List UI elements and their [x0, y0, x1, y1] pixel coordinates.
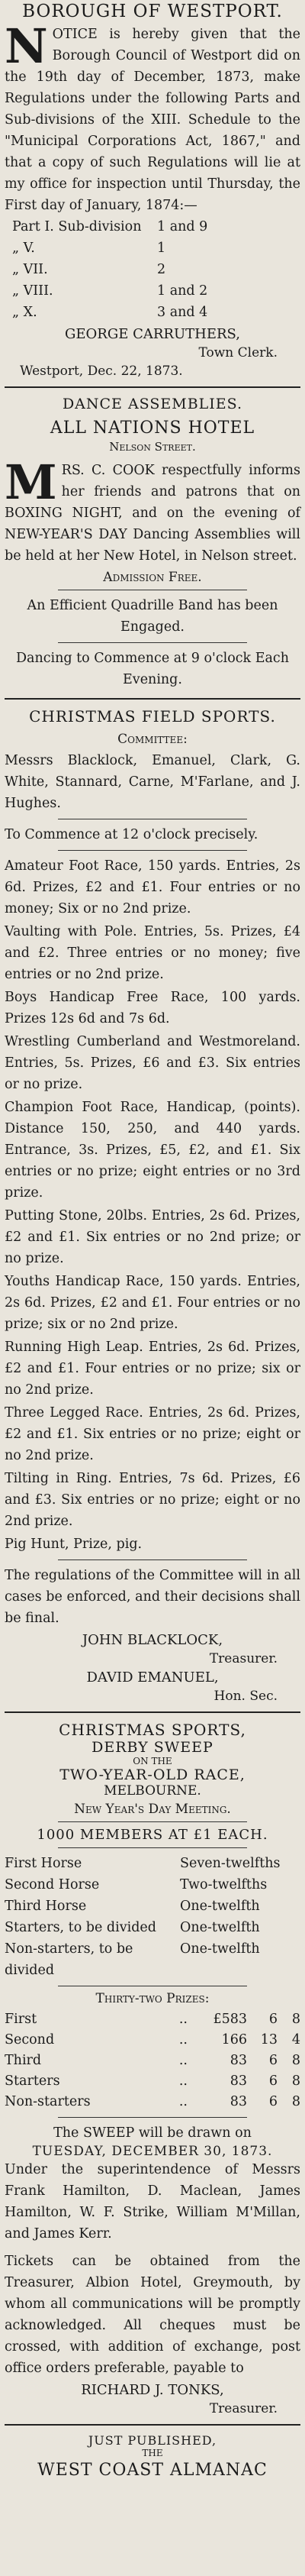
- prize-amt: 83: [230, 2094, 247, 2109]
- prize-row: [5, 2071, 300, 2092]
- division-row: [5, 1917, 300, 1938]
- part-number: 1 and 2: [157, 283, 208, 299]
- almanac-title: WEST COAST ALMANAC: [37, 2461, 268, 2480]
- borough-body: OTICE is hereby given that the Borough Council of Westport did on the 19th day of December, 1873, make Regulations under the following Parts and Sub-divisions of the XIII. Schedule to the "Municipal Corporations Act, 1867," and that a copy of such Regulations will lie at my office for inspection until Thursday, the First day of January, 1874:—: [5, 27, 300, 213]
- draw-date: TUESDAY, DECEMBER 30, 1873.: [32, 2144, 273, 2159]
- division-label: Non-starters, to be divided: [5, 1941, 133, 1978]
- prize-amt: £583: [213, 2012, 247, 2027]
- sports-commence: To Commence at 12 o'clock precisely.: [5, 827, 258, 842]
- secretary-title: Hon. Sec.: [214, 1689, 278, 1704]
- prize-place: First: [5, 2012, 37, 2027]
- division-table: [5, 1853, 300, 1981]
- regulations: The regulations of the Committee will in all cases be enforced, and their decisions shall be final.: [5, 1568, 300, 1626]
- part-row: [12, 238, 300, 259]
- borough-notice: [5, 18, 300, 216]
- event-item: Champion Foot Race, Handicap, (points). Distance 150, 250, and 440 yards. Entrance, 3s. Prizes, £5, £2, and £1. Six entries or no prize; eight entries or no 3rd prize.: [5, 1100, 300, 1201]
- prizes-heading: Thirty-two Prizes:: [95, 1991, 210, 2006]
- prize-row: [5, 2030, 300, 2051]
- almanac-the: THE: [142, 2448, 163, 2458]
- part-number: 3 and 4: [157, 305, 208, 320]
- sweep-treasurer-title: Treasurer.: [209, 2401, 278, 2416]
- division-label: Second Horse: [5, 1877, 100, 1892]
- tickets: Tickets can be obtained from the Treasurer, Albion Hotel, Greymouth, by whom all communications will be promptly acknowledged. All cheques must be crossed, with addition of exchange, post office orders preferable, payable to: [5, 2254, 300, 2376]
- division-share: Seven-twelfths: [180, 1856, 281, 1871]
- part-row: [12, 280, 300, 302]
- part-number: 1 and 9: [157, 219, 208, 234]
- divider: [5, 386, 300, 388]
- divider: [5, 1711, 300, 1713]
- prize-place: Second: [5, 2032, 55, 2048]
- superintendence: Under the superintendence of Messrs Frank Hamilton, D. Maclean, James Hamilton, W. F. Strike, William M'Millan, and James Kerr.: [5, 2162, 300, 2241]
- event-item: Pig Hunt, Prize, pig.: [5, 1537, 143, 1552]
- divider: [58, 850, 247, 851]
- sweep-subtitle: DERBY SWEEP: [92, 1739, 214, 1756]
- event-item: Boys Handicap Free Race, 100 yards. Prizes 12s 6d and 7s 6d.: [5, 990, 300, 1026]
- just-published: JUST PUBLISHED,: [88, 2433, 217, 2448]
- prize-s: 6: [268, 2053, 278, 2068]
- race-place: MELBOURNE.: [104, 1783, 201, 1799]
- secretary-name: DAVID EMANUEL,: [86, 1669, 219, 1686]
- prize-place: Starters: [5, 2073, 60, 2089]
- event-item: Youths Handicap Race, 150 yards. Entries, 2s 6d. Prizes, £2 and £1. Four entries or no prize; six or no 2nd prize.: [5, 1274, 300, 1332]
- prize-d: 8: [291, 2073, 300, 2089]
- prize-d: 4: [291, 2032, 300, 2048]
- prize-amt: 166: [221, 2032, 247, 2048]
- hotel-name: ALL NATIONS HOTEL: [50, 419, 255, 438]
- meeting: New Year's Day Meeting.: [74, 1802, 231, 1817]
- prize-pre: ..: [178, 2012, 188, 2027]
- event-item: Amateur Foot Race, 150 yards. Entries, 2s 6d. Prizes, £2 and £1. Four entries or no money; Six or no 2nd prize.: [5, 858, 300, 916]
- prize-pre: ..: [178, 2073, 188, 2089]
- prize-s: 6: [268, 2012, 278, 2027]
- division-row: [5, 1938, 300, 1981]
- newspaper-page: [0, 2, 305, 2576]
- race-name: TWO-YEAR-OLD RACE,: [59, 1766, 246, 1783]
- prize-amt: 83: [230, 2053, 247, 2068]
- dropcap: M: [5, 454, 57, 510]
- treasurer-name: JOHN BLACKLOCK,: [82, 1632, 223, 1648]
- division-share: One-twelfth: [180, 1899, 260, 1914]
- prize-row: [5, 2051, 300, 2071]
- hotel-street: Nelson Street.: [109, 440, 196, 454]
- treasurer-title: Treasurer.: [209, 1651, 278, 1666]
- prize-row: [5, 2009, 300, 2030]
- prize-d: 8: [291, 2053, 300, 2068]
- part-label: „ VIII.: [12, 283, 53, 299]
- dropcap: N: [5, 18, 48, 74]
- prize-pre: ..: [178, 2053, 188, 2068]
- part-label: Part I. Sub-division: [12, 219, 142, 234]
- divider: [58, 2117, 247, 2118]
- part-number: 1: [157, 241, 166, 256]
- dance-notice: [5, 454, 300, 567]
- signer: GEORGE CARRUTHERS,: [65, 326, 240, 342]
- signer-title: Town Clerk.: [198, 345, 278, 360]
- prize-pre: ..: [178, 2094, 188, 2109]
- divider: [58, 1821, 247, 1822]
- event-list: [5, 855, 300, 1555]
- prize-place: Third: [5, 2053, 42, 2068]
- prize-d: 8: [291, 2012, 300, 2027]
- event-item: Three Legged Race. Entries, 2s 6d. Prizes, £2 and £1. Six entries or no prize; eight or no 2nd prize.: [5, 1405, 300, 1463]
- borough-title: BOROUGH OF WESTPORT.: [22, 2, 283, 21]
- division-label: Third Horse: [5, 1899, 87, 1914]
- division-row: [5, 1853, 300, 1874]
- division-label: First Horse: [5, 1856, 82, 1871]
- divider: [5, 698, 300, 700]
- part-row: [12, 259, 300, 280]
- sweep-title: CHRISTMAS SPORTS,: [59, 1721, 246, 1739]
- prize-table: [5, 2009, 300, 2112]
- prize-s: 6: [268, 2094, 278, 2109]
- prize-pre: ..: [178, 2032, 188, 2048]
- part-row: [12, 302, 300, 323]
- sports-title: CHRISTMAS FIELD SPORTS.: [29, 707, 276, 726]
- sweep-treasurer: RICHARD J. TONKS,: [81, 2382, 224, 2398]
- prize-amt: 83: [230, 2073, 247, 2089]
- prize-s: 13: [260, 2032, 278, 2048]
- prize-s: 6: [268, 2073, 278, 2089]
- prize-d: 8: [291, 2094, 300, 2109]
- dateline: Westport, Dec. 22, 1873.: [20, 364, 183, 379]
- parts-list: [12, 216, 300, 323]
- on-the: ON THE: [133, 1756, 172, 1766]
- division-label: Starters, to be divided: [5, 1920, 156, 1935]
- part-label: „ VII.: [12, 262, 48, 277]
- dance-body: RS. C. COOK respectfully informs her friends and patrons that on BOXING NIGHT, and on the evening of NEW-YEAR'S DAY Dancing Assemblies will be held at her New Hotel, in Nelson street.: [5, 463, 300, 564]
- event-item: Tilting in Ring. Entries, 7s 6d. Prizes, £6 and £3. Six entries or no prize; eight or no 2nd prize.: [5, 1471, 300, 1529]
- members-line: 1000 MEMBERS AT £1 EACH.: [37, 1827, 268, 1843]
- admission: Admission Free.: [103, 570, 202, 585]
- prize-row: [5, 2092, 300, 2112]
- division-row: [5, 1896, 300, 1917]
- band-note: An Efficient Quadrille Band has been Engaged.: [27, 598, 278, 635]
- divider: [5, 2424, 300, 2426]
- prize-place: Non-starters: [5, 2094, 91, 2109]
- part-label: „ X.: [12, 305, 37, 320]
- divider: [58, 1559, 247, 1560]
- committee-list: Messrs Blacklock, Emanuel, Clark, G. White, Stannard, Carne, M'Farlane, and J. Hughes.: [5, 753, 300, 811]
- division-share: One-twelfth: [180, 1920, 260, 1935]
- part-number: 2: [157, 262, 166, 277]
- event-item: Running High Leap. Entries, 2s 6d. Prizes, £2 and £1. Four entries or no prize; six or no 2nd prize.: [5, 1340, 300, 1398]
- part-row: [12, 216, 300, 238]
- division-share: Two-twelfths: [180, 1877, 268, 1892]
- event-item: Wrestling Cumberland and Westmoreland. Entries, 5s. Prizes, £6 and £3. Six entries or no prize.: [5, 1034, 300, 1092]
- dance-commence: Dancing to Commence at 9 o'clock Each Evening.: [15, 651, 289, 687]
- event-item: Vaulting with Pole. Entries, 5s. Prizes, £4 and £2. Three entries or no money; five entries or no 2nd prize.: [5, 924, 300, 982]
- committee-heading: Committee:: [117, 732, 188, 747]
- part-label: „ V.: [12, 241, 35, 256]
- event-item: Putting Stone, 20lbs. Entries, 2s 6d. Prizes, £2 and £1. Six entries or no 2nd prize; or no prize.: [5, 1208, 300, 1266]
- drawn-line: The SWEEP will be drawn on: [53, 2125, 252, 2141]
- divider: [58, 642, 247, 643]
- division-share: One-twelfth: [180, 1941, 260, 1957]
- divider: [58, 1847, 247, 1848]
- dance-title: DANCE ASSEMBLIES.: [62, 396, 243, 412]
- division-row: [5, 1874, 300, 1896]
